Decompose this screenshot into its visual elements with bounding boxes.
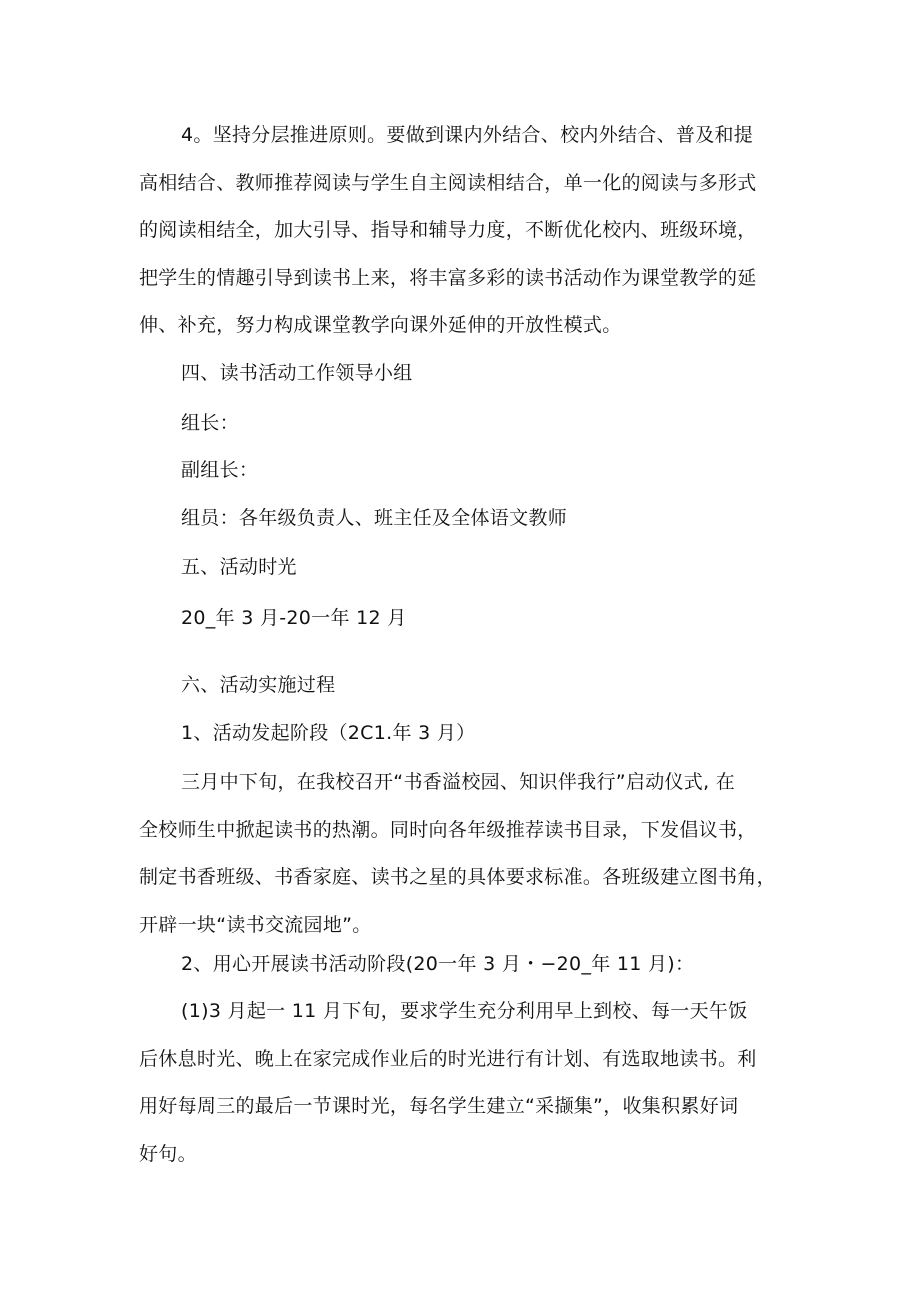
paragraph-principle-4-line-5: 伸、补充，努力构成课堂教学向课外延伸的开放性模式。 xyxy=(139,314,622,336)
stage-1-paragraph-line-1: 三月中下旬，在我校召开“书香溢校园、知识伴我行”启动仪式, 在 xyxy=(181,771,736,793)
stage-1-paragraph-line-2: 全校师生中掀起读书的热潮。同时向各年级推荐读书目录，下发倡议书， xyxy=(139,819,757,841)
paragraph-principle-4-line-2: 高相结合、教师推荐阅读与学生自主阅读相结合，单一化的阅读与多形式 xyxy=(139,172,757,194)
stage-2-item-1-line-1: (1)3 月起一 11 月下旬，要求学生充分利用早上到校、每一天午饭 xyxy=(181,1000,748,1022)
stage-2-item-1-line-4: 好句。 xyxy=(139,1143,197,1165)
group-leader-line: 组长： xyxy=(181,412,239,434)
activity-time-range: 20_年 3 月-20一年 12 月 xyxy=(181,607,407,629)
stage-2-item-1-line-2: 后休息时光、晚上在家完成作业后的时光进行有计划、有选取地读书。利 xyxy=(139,1048,757,1070)
paragraph-principle-4-line-4: 把学生的情趣引导到读书上来，将丰富多彩的读书活动作为课堂教学的延 xyxy=(139,267,757,289)
section-heading-implementation: 六、活动实施过程 xyxy=(181,674,336,696)
deputy-leader-line: 副组长： xyxy=(181,459,259,481)
group-members-line: 组员：各年级负责人、班主任及全体语文教师 xyxy=(181,507,568,529)
section-heading-leadership-group: 四、读书活动工作领导小组 xyxy=(181,362,413,384)
paragraph-principle-4-line-1: 4。坚持分层推进原则。要做到课内外结合、校内外结合、普及和提 xyxy=(181,124,754,146)
stage-2-item-1-line-3: 用好每周三的最后一节课时光，每名学生建立“采撷集”，收集积累好词 xyxy=(139,1095,739,1117)
stage-1-heading: 1、活动发起阶段（2C1.年 3 月） xyxy=(181,722,476,744)
stage-1-paragraph-line-4: 开辟一块“读书交流园地”。 xyxy=(139,914,372,936)
paragraph-principle-4-line-3: 的阅读相结全，加大引导、指导和辅导力度，不断优化校内、班级环境， xyxy=(139,219,757,241)
stage-1-paragraph-line-3: 制定书香班级、书香家庭、读书之星的具体要求标准。各班级建立图书角， xyxy=(139,866,776,888)
section-heading-activity-time: 五、活动时光 xyxy=(181,556,297,578)
stage-2-heading: 2、用心开展读书活动阶段(20一年 3 月・−20_年 11 月)： xyxy=(181,953,695,975)
